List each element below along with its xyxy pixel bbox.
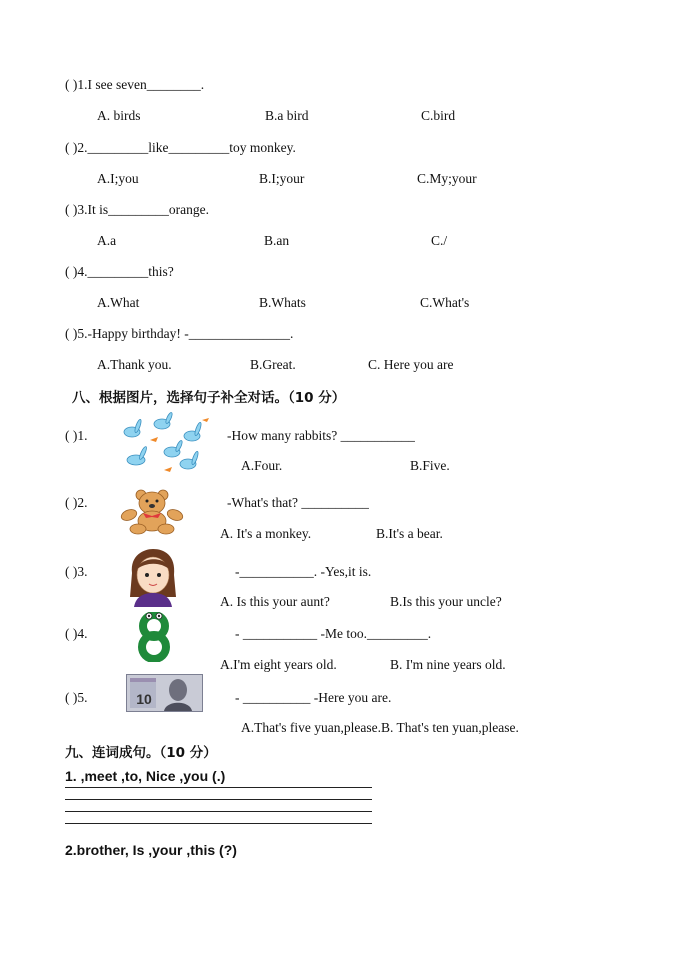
teddy-bear-picture bbox=[119, 489, 185, 535]
question-4-option-c: C.What's bbox=[420, 295, 470, 310]
question-3-stem: ( )3.It is_________orange. bbox=[65, 202, 209, 217]
section-8-item-3-option-a: A. Is this your aunt? bbox=[220, 594, 330, 609]
answer-line-1 bbox=[65, 787, 372, 788]
answer-line-4 bbox=[65, 823, 372, 824]
section-8-item-3-number: ( )3. bbox=[65, 564, 88, 579]
section-8-item-2-option-a: A. It's a monkey. bbox=[220, 526, 312, 541]
section-8-item-1-option-b: B.Five. bbox=[410, 458, 450, 473]
question-1-option-a: A. birds bbox=[97, 108, 141, 123]
question-3-option-c: C./ bbox=[431, 233, 448, 248]
section-8-item-5-prompt: - __________ -Here you are. bbox=[235, 690, 392, 705]
question-5-option-c: C. Here you are bbox=[368, 357, 454, 372]
question-1-stem: ( )1.I see seven________. bbox=[65, 77, 205, 92]
section-8-item-4-number: ( )4. bbox=[65, 626, 88, 641]
section-9-title: 九、连词成句。（10 分） bbox=[65, 745, 217, 761]
section-8-item-5-number: ( )5. bbox=[65, 690, 88, 705]
question-2-stem: ( )2._________like_________toy monkey. bbox=[65, 140, 296, 155]
section-8-item-1-prompt: -How many rabbits? ___________ bbox=[227, 428, 415, 443]
section-8-item-2-number: ( )2. bbox=[65, 495, 88, 510]
answer-line-3 bbox=[65, 811, 372, 812]
section-8-item-3-option-b: B.Is this your uncle? bbox=[390, 594, 502, 609]
section-8-item-4-option-a: A.I'm eight years old. bbox=[220, 657, 337, 672]
section-8-item-2-option-b: B.It's a bear. bbox=[376, 526, 443, 541]
question-5-option-b: B.Great. bbox=[250, 357, 296, 372]
question-4-option-a: A.What bbox=[97, 295, 140, 310]
question-3-option-b: B.an bbox=[264, 233, 290, 248]
question-4-stem: ( )4._________this? bbox=[65, 264, 174, 279]
section-9-question-1: 1. ,meet ,to, Nice ,you (.) bbox=[65, 768, 226, 784]
question-5-option-a: A.Thank you. bbox=[97, 357, 172, 372]
girl-picture bbox=[126, 549, 180, 607]
section-8-item-5-options: A.That's five yuan,please.B. That's ten yuan,please. bbox=[241, 720, 519, 735]
banknote-picture bbox=[126, 674, 203, 712]
question-3-option-a: A.a bbox=[97, 233, 117, 248]
answer-line-2 bbox=[65, 799, 372, 800]
banknote-value: 10 bbox=[136, 691, 152, 707]
question-4-option-b: B.Whats bbox=[259, 295, 306, 310]
section-8-item-3-prompt: -___________. -Yes,it is. bbox=[235, 564, 372, 579]
rabbits-picture bbox=[118, 412, 210, 478]
question-2-option-a: A.I;you bbox=[97, 171, 139, 186]
number-eight-picture bbox=[133, 612, 175, 662]
question-1-option-b: B.a bird bbox=[265, 108, 309, 123]
section-8-item-4-prompt: - ___________ -Me too._________. bbox=[235, 626, 432, 641]
question-5-stem: ( )5.-Happy birthday! -_______________. bbox=[65, 326, 294, 341]
question-2-option-c: C.My;your bbox=[417, 171, 477, 186]
section-8-item-2-prompt: -What's that? __________ bbox=[227, 495, 369, 510]
section-8-item-1-number: ( )1. bbox=[65, 428, 88, 443]
section-8-item-4-option-b: B. I'm nine years old. bbox=[390, 657, 506, 672]
section-8-item-1-option-a: A.Four. bbox=[241, 458, 283, 473]
section-8-title: 八、根据图片，选择句子补全对话。（10 分） bbox=[72, 390, 346, 406]
section-9-question-2: 2.brother, Is ,your ,this (?) bbox=[65, 842, 237, 858]
question-1-option-c: C.bird bbox=[421, 108, 456, 123]
question-2-option-b: B.I;your bbox=[259, 171, 305, 186]
